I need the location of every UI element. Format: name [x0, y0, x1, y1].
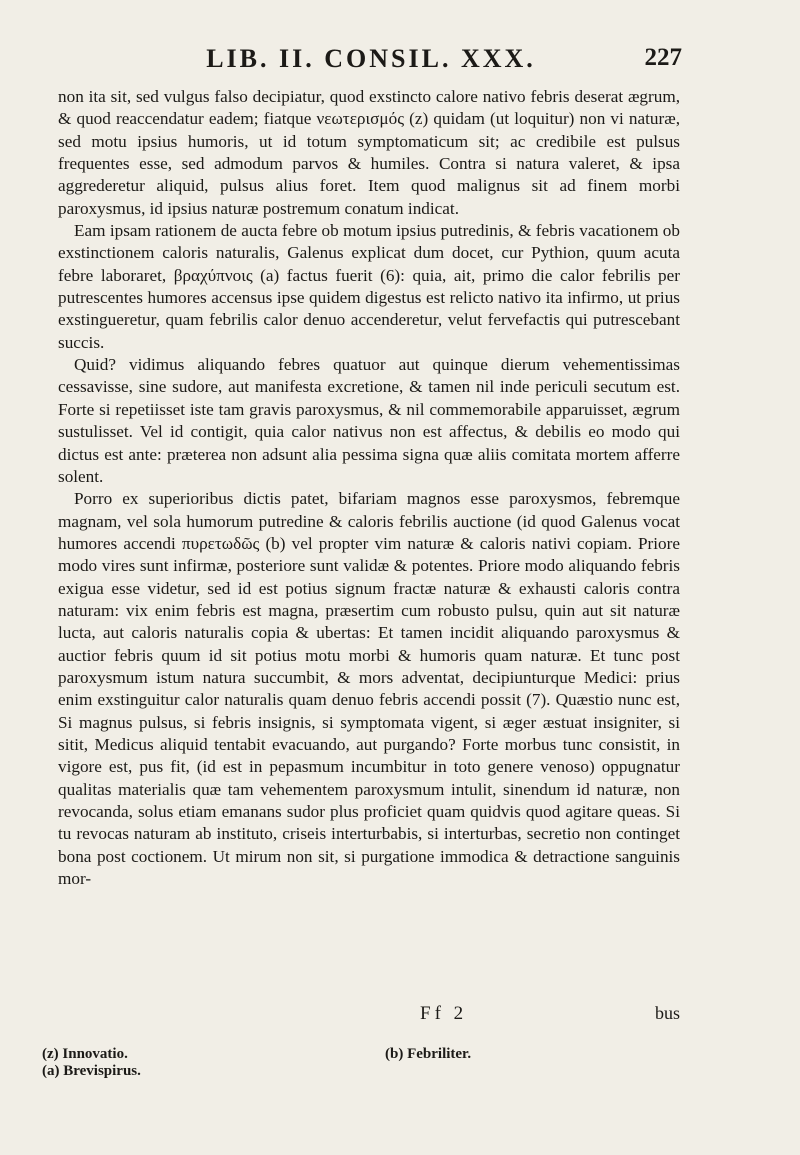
footnote-b: (b) Febriliter. [385, 1046, 472, 1062]
paragraph: Quid? vidimus aliquando febres quatuor aut quinque dierum vehementissimas cessavisse, sine sudore, aut manifesta excretione, & tamen nil inde periculi secutum est. Forte si repetiisset iste tam gravis paroxysmus, & nil commemorabile apparuisset, ægrum sustulisset. Vel id contigit, quia calor nativus non est affectus, & debilis eo modo qui dictus est ante: præterea non adsunt alia pessima signa quæ aliis comitata mortem afferre solent. [58, 355, 680, 486]
footnote-z: (z) Innovatio. [42, 1046, 128, 1062]
page-number: 227 [644, 44, 682, 71]
footnotes-left [42, 1046, 141, 1080]
running-title: LIB. II. CONSIL. XXX. [206, 44, 536, 73]
paragraph: Eam ipsam rationem de aucta febre ob motum ipsius putredinis, & febris vacationem ob exstinctionem caloris naturalis, Galenus explicat dum docet, cur Pythion, quum acuta febre laboraret, βραχύπνοις (a) factus fuerit (6): quia, ait, primo die calor febrilis per putrescentes humores accensus ipse quidem digestus est relicto nativo ita infirmo, ut prius exstingueretur, quam febrilis calor denuo accenderetur, velut fervefactis qui putrescebant succis. [58, 221, 680, 352]
body-text [58, 86, 680, 890]
paragraph: Porro ex superioribus dictis patet, bifariam magnos esse paroxysmos, febremque magnam, vel sola humorum putredine & caloris febrilis auctione (id quod Galenus vocat humores accendi πυρετωδῶς (b) vel propter vim naturæ & caloris nativi copiam. Priore modo vires sunt infirmæ, posteriore sunt validæ & potentes. Priore modo aliquando febris exigua esse videtur, sed id est potius signum fractæ naturæ & exhausti caloris contra naturam: vix enim febris est magna, præsertim cum robusto pulsu, quin aut sit naturæ lucta, aut caloris naturalis copia & ubertas: Et tamen incidit aliquando paroxysmus & auctior febris quum id sit potius motu morbi & humoris quam naturæ. Et tunc post paroxysmum istum natura succumbit, & mors adventat, decipiunturque Medici: prius enim exstinguitur calor naturalis quam denuo febris accendi possit (7). Quæstio nunc est, Si magnus pulsus, si febris insignis, si symptomata vigent, si æger æstuat insigniter, si sitit, Medicus aliquid tentabit evacuando, aut purgando? Forte morbus tunc consistit, in vigore est, pus fit, (id est in pepasmum incumbitur in toto genere venoso) oppugnatur qualitas materialis quæ tam vehementem paroxysmum intulit, sinendum id naturæ, non revocanda, solus etiam emanans sudor plus proficiet quam quidvis quod agitare queas. Si tu revocas naturam ab instituto, criseis interturbabis, si interturbas, secretio non continget bona post coctionem. Ut mirum non sit, si purgatione immodica & detractione sanguinis mor- [58, 489, 680, 889]
catchword: bus [654, 1003, 680, 1023]
signature-mark: Ff 2 [420, 1003, 468, 1024]
footnote-a: (a) Brevispirus. [42, 1063, 141, 1079]
paragraph: non ita sit, sed vulgus falso decipiatur, quod exstincto calore nativo febris deserat ægrum, & quod reaccendatur eadem; fiatque νεωτερισμός (z) quidam (ut loquitur) non vi naturæ, sed motu ipsius humoris, ut id totum symptomaticum sit; ac credibile est pulsus frequentes esse, sed admodum parvos & humiles. Contra si natura valeret, & ipsa aggrederetur aliquid, pulsus alius foret. Item quod malignus sit ad finem morbi paroxysmus, id ipsius naturæ postremum conatum indicat. [58, 87, 680, 218]
